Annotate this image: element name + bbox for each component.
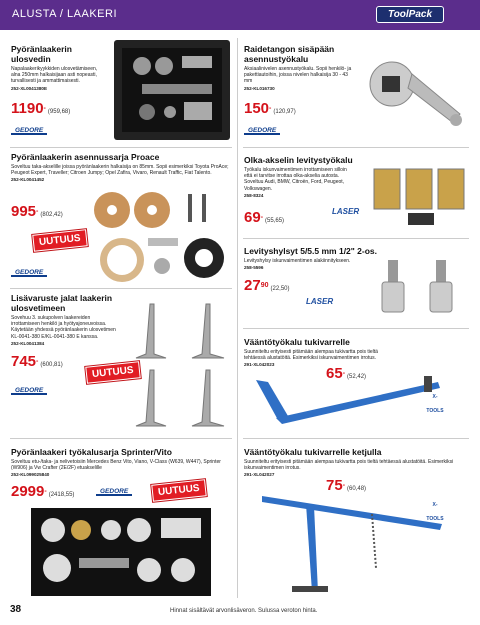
- product-price: 65- (52,42): [326, 365, 367, 382]
- product-title: Raidetangon sisäpään asennustyökalu: [244, 44, 335, 64]
- laser-logo: LASER: [332, 207, 360, 216]
- tie-rod-tool-image: [360, 44, 470, 140]
- product-code: 258-8324: [244, 192, 264, 198]
- product-desc: Aksiaalinivelen asennustyökalu. Sopii henkilö- ja pakettiautoihin, joissa nivelen halkaisija 30 - 43 mm: [244, 66, 352, 85]
- product-price: 150- (120,97): [244, 100, 296, 117]
- product-desc: Soveltuu taka-akselille joissa pyöränlaakerin halkaisija on 85mm. Sopii esimerkiksi Toyota ProAce; Peugeot Expert, Traveller; Citroen Jumpy; Opel Zafira, Vivaro, Renault Traffic, Fiat Talento.: [11, 164, 229, 177]
- product-title: Vääntötyökalu tukivarrelle: [244, 337, 350, 347]
- product-title: Levityshylsyt 5/5.5 mm 1/2" 2-os.: [244, 246, 378, 256]
- product-title: Pyöränlaakerin asennussarja Proace: [11, 152, 160, 162]
- product-card: [11, 293, 119, 347]
- chain-lever-tool-image: [252, 488, 452, 596]
- product-title: Pyöränlaakeri työkalusarja Sprinter/Vito: [11, 447, 172, 457]
- product-card: [244, 447, 470, 479]
- row-divider: [10, 147, 232, 148]
- product-title: Pyöränlaakerin ulosvedin: [11, 44, 72, 64]
- row-divider: [243, 147, 469, 148]
- product-code: 258-5596: [244, 265, 264, 271]
- new-badge: UUTUUS: [151, 479, 206, 502]
- breadcrumb: ALUSTA / LAAKERI: [12, 8, 118, 20]
- product-price: $27^{90}$ (22,50): [244, 277, 290, 294]
- gedore-logo: GEDORE: [244, 126, 280, 135]
- spreader-tool-image: [368, 155, 468, 235]
- row-divider: [243, 238, 469, 239]
- product-code: 291-XL042023: [244, 362, 275, 368]
- product-desc: Suunniteltu erityisesti pitämään alempaa tukivartta pois tieltä tehtäessä alustatöitä. Esimerkiksi iskunvaimentimen irrotus.: [244, 349, 378, 362]
- product-card: [244, 44, 352, 92]
- row-divider: [243, 438, 469, 439]
- row-divider: [10, 438, 232, 439]
- product-card: [11, 447, 233, 479]
- page-header: [0, 0, 480, 30]
- row-divider: [243, 328, 469, 329]
- new-badge: UUTUUS: [32, 229, 87, 252]
- product-title: Olka-akselin levitystyökalu: [244, 155, 353, 165]
- product-price: 745- (600,81): [11, 353, 63, 370]
- row-divider: [10, 288, 232, 289]
- new-badge: UUTUUS: [85, 361, 140, 384]
- product-desc: Napalaakerikyykkiden ulosvetämiseen, alna 250mm halkaisijaan asti nopeasti, turvallisesti ja ammattimaisesti.: [11, 66, 98, 85]
- gedore-logo: GEDORE: [11, 268, 47, 277]
- product-price: 2999- (2418,55): [11, 483, 75, 500]
- product-desc: Levityshylsy iskunvaimentimen alakiinnitykseen.: [244, 258, 351, 264]
- product-price: 995- (802,42): [11, 203, 63, 220]
- page-number: 38: [10, 604, 22, 615]
- puller-legs-image: [132, 300, 232, 434]
- product-title: Lisävaruste jalat laakerin ulosvetimeen: [11, 293, 113, 313]
- product-desc: Työkalu iskunvaimentimen irrottamiseen silloin että ei tarvitse irrottaa olka-akselia autosta. Soveltuu Audi, BMW, Citroën, Ford, Peugeot, Volkswagen.: [244, 167, 347, 192]
- product-code: 252-KL099025840: [11, 472, 50, 478]
- proace-kit-image: [92, 188, 232, 286]
- product-code: 252-KL0041384: [11, 340, 45, 346]
- product-card: [11, 152, 233, 184]
- x-tools-logo: X-TOOLS: [426, 394, 444, 414]
- lever-tool-image: [248, 360, 448, 434]
- gedore-logo: GEDORE: [11, 126, 47, 135]
- product-price: 69- (55,65): [244, 209, 285, 226]
- x-tools-logo: X-TOOLS: [426, 502, 444, 522]
- price-note: Hinnat sisältävät arvonlisäveron. Sulussa veroton hinta.: [170, 608, 318, 614]
- product-price: 1190- (959,68): [11, 100, 71, 117]
- gedore-logo: GEDORE: [11, 386, 47, 395]
- product-desc: Sovehuu 3. sukupolven laakereiden irrottamiseen henkilö ja hyötyajoneuvoissa. Käytetään yhdessä pyöränlaakerin ulosvetimen KL-0041-380 E/KL-0041-380 E kanssa.: [11, 315, 116, 340]
- product-code: 252-KL016730: [244, 85, 275, 91]
- product-code: 291-XL042027: [244, 472, 275, 478]
- product-card: [244, 155, 354, 199]
- column-divider: [237, 38, 238, 598]
- product-title: Vääntötyökalu tukivarrelle ketjulla: [244, 447, 382, 457]
- sprinter-kit-image: [31, 508, 211, 596]
- product-code: 252-KL0041452: [11, 177, 45, 183]
- product-card: [244, 246, 384, 271]
- product-desc: Suunniteltu erityisesti pitämään alempaa tukivartta pois tieltä tehtäessä alustatöitä. Esimerkiksi iskunvaimentimen irrotus.: [244, 459, 454, 472]
- laser-logo: LASER: [306, 297, 334, 306]
- gedore-logo: GEDORE: [96, 487, 132, 496]
- bearing-puller-case-image: [112, 38, 232, 142]
- product-code: 252-XL0041380E: [11, 85, 48, 91]
- spreader-sockets-image: [374, 258, 468, 324]
- product-price: 75- (60,48): [326, 477, 367, 494]
- product-desc: Soveltuu etu-/taka- ja nelivetoisiin Mercedes Benz Vito, Viano, V-Class (W639, W447), Sprinter (W906) ja Vw Crafter (2E/2F) etuakselille: [11, 459, 221, 472]
- product-card: [11, 44, 103, 92]
- toolpack-logo: ToolPack: [376, 6, 444, 23]
